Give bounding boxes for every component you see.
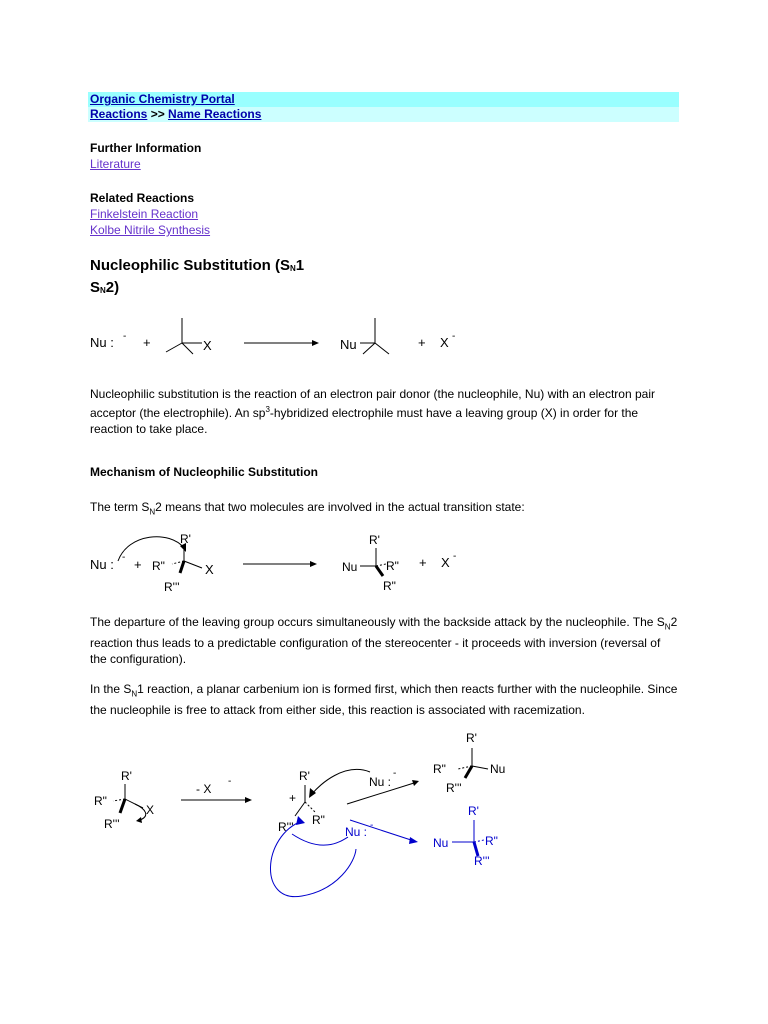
svg-text:R': R': [121, 769, 132, 783]
svg-text:Nu: Nu: [342, 560, 358, 574]
svg-text:-: -: [453, 551, 457, 562]
svg-text:X: X: [146, 803, 155, 817]
portal-title-link[interactable]: Organic Chemistry Portal: [90, 92, 235, 106]
svg-text:R": R": [383, 579, 396, 593]
svg-text:-: -: [122, 552, 126, 563]
svg-text:R''': R''': [104, 817, 120, 831]
svg-text:R": R": [94, 794, 107, 808]
svg-text:+: +: [418, 335, 426, 350]
mechanism-heading: Mechanism of Nucleophilic Substitution: [90, 465, 319, 479]
svg-text:- X: - X: [196, 782, 212, 796]
portal-title-row: [88, 92, 679, 107]
backside-attack-arrow: [118, 537, 184, 561]
svg-text:R''': R''': [446, 781, 462, 795]
breadcrumb-reactions-link[interactable]: Reactions: [90, 107, 148, 121]
svg-text:-: -: [452, 331, 456, 342]
svg-text:R': R': [180, 532, 191, 546]
svg-text:+: +: [134, 557, 142, 572]
breadcrumb-name-reactions-link[interactable]: Name Reactions: [168, 107, 262, 121]
svg-text:+: +: [143, 335, 151, 350]
product-nucleophile-label: Nu: [340, 337, 357, 352]
svg-text:R": R": [433, 762, 446, 776]
inversion-paragraph: The departure of the leaving group occurs simultaneously with the backside attack by the nucleophile. The $S_N2$ reaction thus leads to a predictable configuration of the stereocenter - it proceeds with inversion (reversal of the configuration).: [90, 615, 678, 667]
svg-text:Nu :: Nu :: [369, 775, 392, 789]
svg-text:R''': R''': [474, 854, 490, 868]
svg-text:Nu :: Nu :: [90, 557, 114, 572]
svg-text:-: -: [228, 776, 232, 787]
sn2-definition-sentence: The term $S_N2$ means that two molecules are involved in the actual transition state:: [90, 500, 525, 517]
breadcrumb: [88, 107, 679, 122]
tert-butyl-product: [360, 318, 389, 354]
kolbe-nitrile-synthesis-link[interactable]: Kolbe Nitrile Synthesis: [90, 223, 211, 237]
tert-butyl-halide: [166, 318, 202, 354]
top-attack-arrow: [312, 769, 370, 794]
sn1-mechanism-scheme: [80, 724, 520, 934]
svg-text:R''': R''': [278, 820, 294, 834]
svg-text:R": R": [152, 559, 165, 573]
leaving-group-product-label: X: [440, 335, 449, 350]
svg-text:X: X: [441, 555, 450, 570]
svg-text:+: +: [419, 555, 427, 570]
svg-text:Nu: Nu: [490, 762, 506, 776]
svg-text:R": R": [485, 834, 498, 848]
svg-text:R''': R''': [164, 580, 180, 594]
page-title: Nucleophilic Substitution ($S_N1$ $S_N2$): [90, 257, 305, 296]
breadcrumb-separator: >>: [147, 107, 169, 121]
svg-text:R": R": [312, 813, 325, 827]
nucleophile-label: Nu :: [90, 335, 114, 350]
svg-text:R': R': [299, 769, 310, 783]
svg-text:R': R': [369, 533, 380, 547]
svg-text:R": R": [386, 559, 399, 573]
further-information-heading: Further Information: [90, 141, 202, 155]
svg-text:-: -: [123, 331, 127, 342]
svg-text:-: -: [370, 820, 374, 831]
literature-link[interactable]: Literature: [90, 157, 141, 171]
svg-text:+: +: [289, 791, 297, 805]
leaving-group-label: X: [203, 338, 212, 353]
svg-text:Nu: Nu: [433, 836, 449, 850]
sn1-paragraph: In the $S_N1$ reaction, a planar carbenium ion is formed first, which then reacts further with the nucleophile. Since the nucleophile is free to attack from either side, this reaction is associated with racemization.: [90, 682, 678, 718]
finkelstein-reaction-link[interactable]: Finkelstein Reaction: [90, 207, 199, 221]
related-reactions-heading: Related Reactions: [90, 191, 195, 205]
svg-text:R': R': [466, 731, 477, 745]
svg-text:X: X: [205, 562, 214, 577]
header-band: [88, 92, 679, 123]
intro-paragraph: Nucleophilic substitution is the reaction of an electron pair donor (the nucleophile, Nu) with an electron pair acceptor (the electrophile). An $sp^3$-hybridized electrophile must have a leaving group (X) in order for the reaction to take place.: [90, 387, 655, 436]
sn2-mechanism-scheme: [80, 528, 480, 600]
general-substitution-scheme: [80, 312, 480, 364]
svg-text:-: -: [393, 768, 397, 779]
svg-text:R': R': [468, 804, 479, 818]
svg-text:Nu :: Nu :: [345, 825, 368, 839]
